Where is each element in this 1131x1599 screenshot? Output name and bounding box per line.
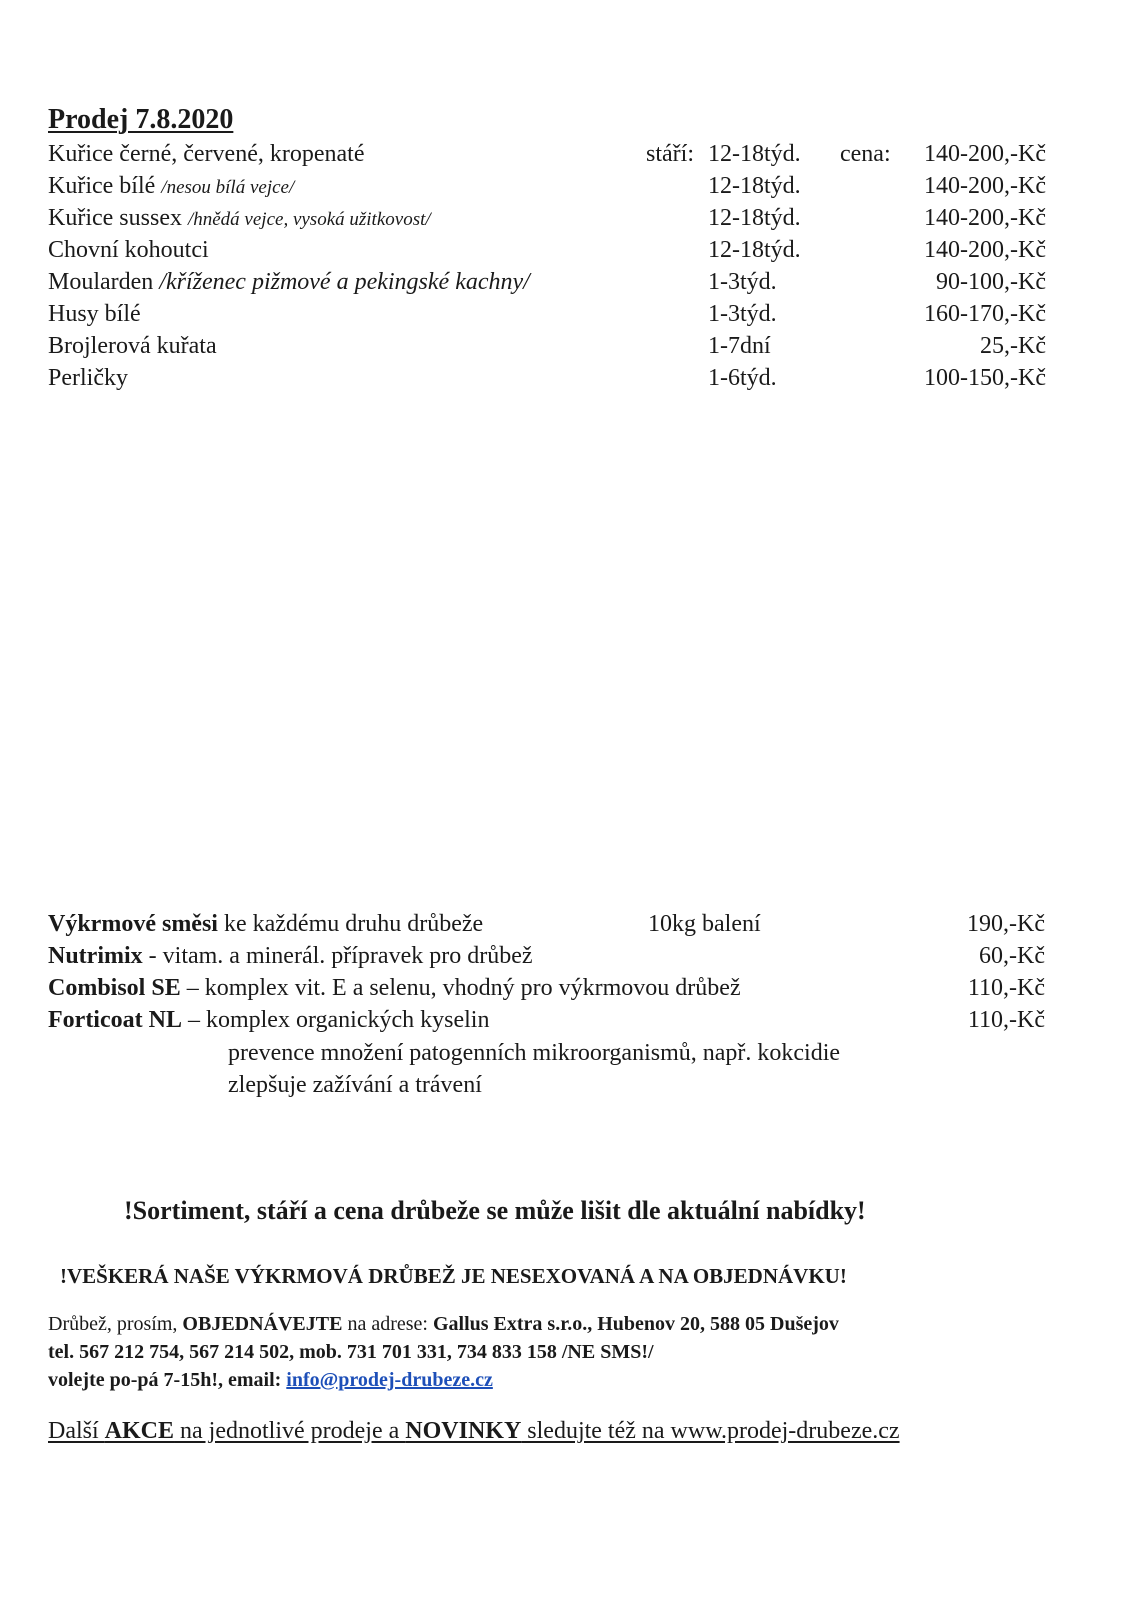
product-desc: – komplex vit. E a selenu, vhodný pro výkrmovou drůbež xyxy=(180,975,741,1001)
poultry-name: Brojlerová kuřata xyxy=(48,333,217,359)
poultry-name: Moularden /kříženec pižmové a pekingské kachny/ xyxy=(48,269,530,295)
poultry-row xyxy=(48,138,1058,170)
product-name: Nutrimix xyxy=(48,943,143,969)
poultry-row xyxy=(48,298,1058,330)
contact-line-email: volejte po-pá 7-15h!, email: info@prodej-drubeze.cz xyxy=(48,1369,493,1391)
poultry-age: 1-6týd. xyxy=(708,365,777,391)
product-name: Combisol SE xyxy=(48,975,181,1001)
product-row xyxy=(48,940,1048,972)
poultry-row xyxy=(48,266,1058,298)
poultry-name: Chovní kohoutci xyxy=(48,237,209,263)
product-row xyxy=(48,1004,1048,1036)
poultry-row xyxy=(48,170,1058,202)
contact-line-address: Drůbež, prosím, OBJEDNÁVEJTE na adrese: Gallus Extra s.r.o., Hubenov 20, 588 05 Dušejov xyxy=(48,1313,839,1335)
age-label: stáří: xyxy=(646,141,694,167)
page-title: Prodej 7.8.2020 xyxy=(48,104,234,135)
product-price: 190,-Kč xyxy=(967,911,1045,937)
poultry-price: 140-200,-Kč xyxy=(924,173,1046,199)
product-desc: – komplex organických kyselin xyxy=(181,1007,490,1033)
poultry-name: Kuřice sussex /hnědá vejce, vysoká užitkovost/ xyxy=(48,205,431,231)
poultry-price: 90-100,-Kč xyxy=(936,269,1046,295)
poultry-name: Husy bílé xyxy=(48,301,141,327)
poultry-age: 12-18týd. xyxy=(708,173,801,199)
product-desc: ke každému druhu drůbeže xyxy=(217,911,484,937)
product-price: 110,-Kč xyxy=(967,975,1045,1001)
poultry-note: /hnědá vejce, vysoká užitkovost/ xyxy=(187,209,431,230)
poultry-price: 140-200,-Kč xyxy=(924,205,1046,231)
poultry-row xyxy=(48,330,1058,362)
notice-order: !VEŠKERÁ NAŠE VÝKRMOVÁ DRŮBEŽ JE NESEXOVANÁ A NA OBJEDNÁVKU! xyxy=(60,1264,847,1288)
product-row xyxy=(48,972,1048,1004)
price-label: cena: xyxy=(840,141,891,167)
product-pack: 10kg balení xyxy=(648,911,761,937)
product-row xyxy=(48,908,1048,940)
poultry-note: /nesou bílá vejce/ xyxy=(161,177,295,198)
poultry-name: Perličky xyxy=(48,365,128,391)
poultry-name: Kuřice černé, červené, kropenaté xyxy=(48,141,365,167)
email-link[interactable]: info@prodej-drubeze.cz xyxy=(286,1369,493,1391)
product-extra-line: prevence množení patogenních mikroorganismů, např. kokcidie xyxy=(228,1040,841,1066)
poultry-note: /kříženec pižmové a pekingské kachny/ xyxy=(159,269,530,295)
poultry-price: 25,-Kč xyxy=(980,333,1046,359)
contact-line-phone: tel. 567 212 754, 567 214 502, mob. 731 701 331, 734 833 158 /NE SMS!/ xyxy=(48,1341,654,1363)
poultry-row xyxy=(48,362,1058,394)
poultry-age: 1-3týd. xyxy=(708,301,777,327)
footer-promo: Další AKCE na jednotlivé prodeje a NOVINKY sledujte též na www.prodej-drubeze.cz xyxy=(48,1418,900,1444)
poultry-price: 140-200,-Kč xyxy=(924,237,1046,263)
poultry-row xyxy=(48,202,1058,234)
poultry-age: 12-18týd. xyxy=(708,237,801,263)
product-name: Forticoat NL xyxy=(48,1007,182,1033)
poultry-price: 100-150,-Kč xyxy=(924,365,1046,391)
product-name: Výkrmové směsi xyxy=(48,911,218,937)
poultry-age: 12-18týd. xyxy=(708,205,801,231)
poultry-price: 140-200,-Kč xyxy=(924,141,1046,167)
product-desc: - vitam. a minerál. přípravek pro drůbež xyxy=(142,943,533,969)
poultry-name: Kuřice bílé /nesou bílá vejce/ xyxy=(48,173,295,199)
notice-assortment: !Sortiment, stáří a cena drůbeže se může lišit dle aktuální nabídky! xyxy=(124,1196,866,1225)
product-price: 60,-Kč xyxy=(979,943,1045,969)
poultry-age: 1-3týd. xyxy=(708,269,777,295)
product-extra-line: zlepšuje zažívání a trávení xyxy=(228,1072,482,1098)
poultry-price: 160-170,-Kč xyxy=(924,301,1046,327)
product-price: 110,-Kč xyxy=(967,1007,1045,1033)
poultry-row xyxy=(48,234,1058,266)
poultry-age: 12-18týd. xyxy=(708,141,801,167)
poultry-age: 1-7dní xyxy=(708,333,771,359)
